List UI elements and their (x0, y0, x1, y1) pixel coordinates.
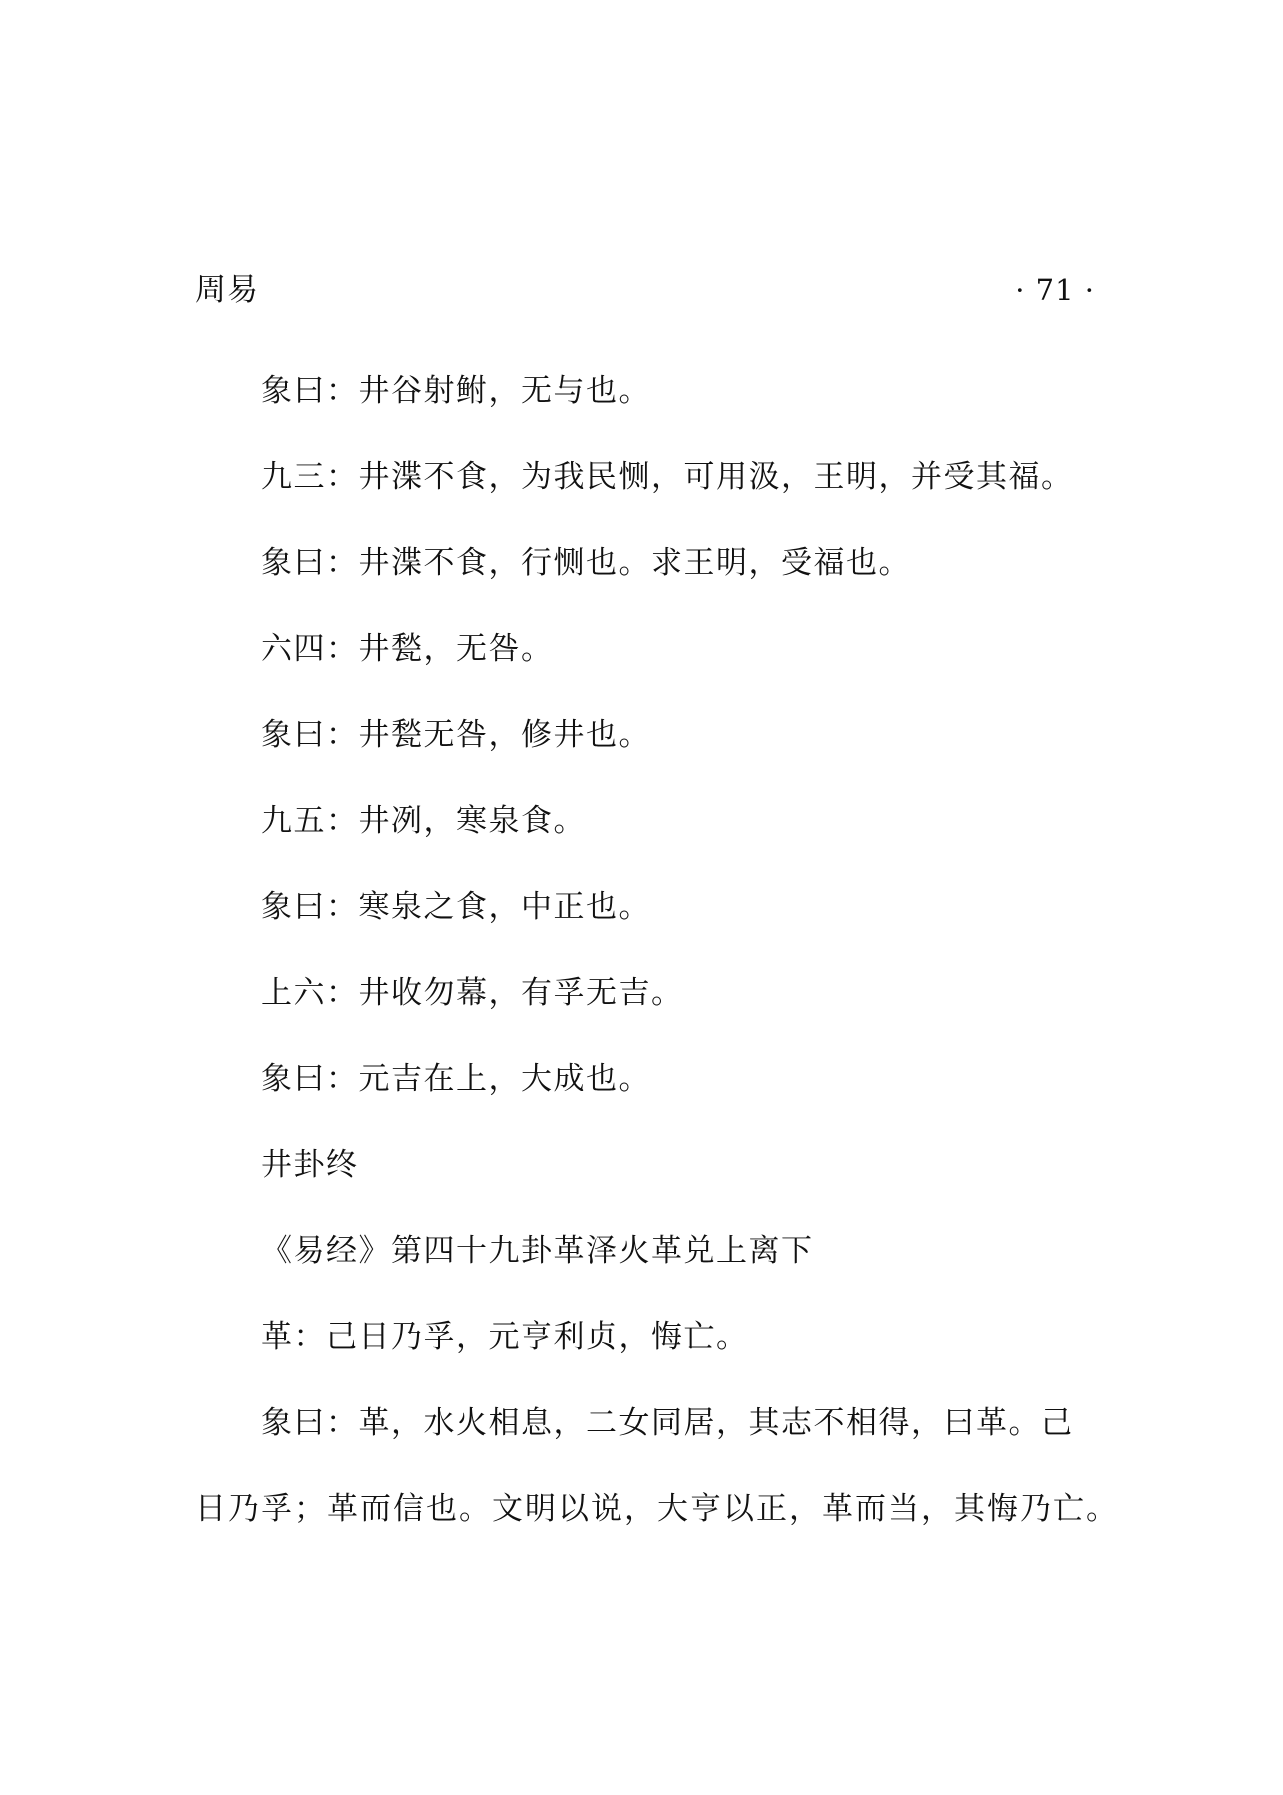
text-line: 九五：井冽，寒泉食。 (261, 803, 586, 839)
text-line: 象曰：革，水火相息，二女同居，其志不相得，曰革。己 (261, 1405, 1074, 1441)
hexagram-heading: 《易经》第四十九卦革泽火革兑上离下 (261, 1233, 814, 1269)
text-line: 象曰：井谷射鲋，无与也。 (261, 373, 651, 409)
text-line: 象曰：元吉在上，大成也。 (261, 1061, 651, 1097)
text-line: 象曰：井甃无咎，修井也。 (261, 717, 651, 753)
text-line-continued: 日乃孚；革而信也。文明以说，大亨以正，革而当，其悔乃亡。 (195, 1491, 1119, 1527)
text-line: 上六：井收勿幕，有孚无吉。 (261, 975, 684, 1011)
text-line: 革：己日乃孚，元亨利贞，悔亡。 (261, 1319, 749, 1355)
text-line: 象曰：寒泉之食，中正也。 (261, 889, 651, 925)
text-line: 六四：井甃，无咎。 (261, 631, 554, 667)
body-text (195, 348, 1119, 1552)
text-line: 象曰：井渫不食，行恻也。求王明，受福也。 (261, 545, 911, 581)
text-line: 九三：井渫不食，为我民恻，可用汲，王明，并受其福。 (261, 459, 1074, 495)
section-end-line: 井卦终 (261, 1147, 359, 1183)
page-number: · 71 · (1015, 273, 1095, 307)
running-title: 周易 (195, 272, 259, 308)
page-header (195, 268, 1095, 312)
